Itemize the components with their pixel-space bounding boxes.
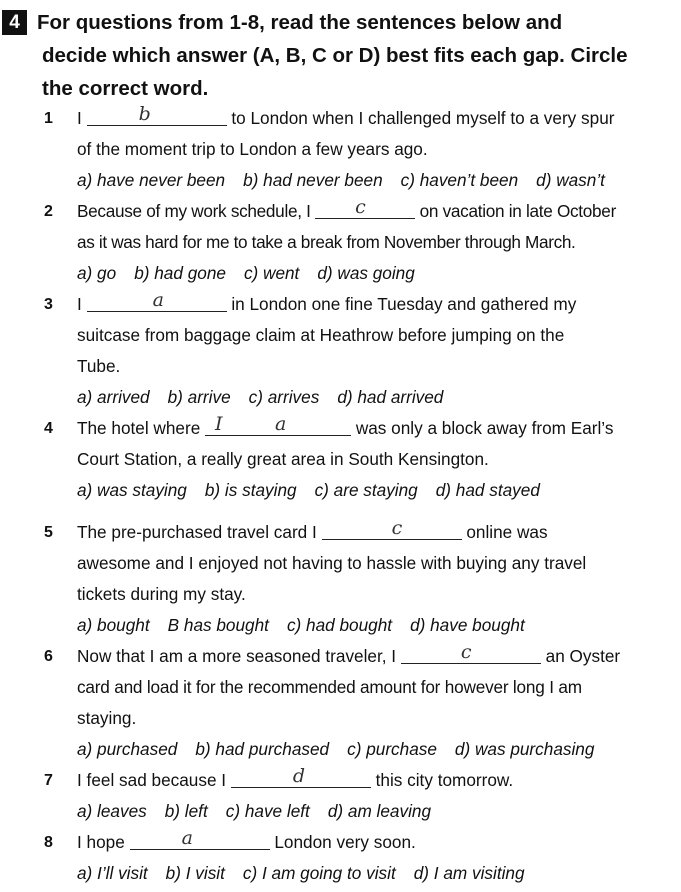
answer-blank[interactable] bbox=[87, 289, 227, 312]
answer-blank[interactable] bbox=[130, 827, 270, 850]
answer-blank[interactable] bbox=[401, 641, 541, 664]
exercise-instructions bbox=[2, 6, 678, 105]
question-line: Tube. bbox=[77, 356, 121, 376]
answer-options bbox=[77, 475, 540, 506]
option-b[interactable]: b) I visit bbox=[165, 863, 225, 883]
question-line: I b to London when I challenged myself to a very spur bbox=[77, 103, 615, 128]
question-line: card and load it for the recommended amount for however long I am bbox=[77, 677, 582, 697]
instructions-line: decide which answer (A, B, C or D) best fits each gap. Circle bbox=[42, 44, 628, 67]
option-a[interactable]: a) purchased bbox=[77, 739, 178, 759]
answer-blank[interactable] bbox=[205, 413, 351, 436]
handwritten-answer: a bbox=[181, 827, 193, 849]
option-d[interactable]: d) had arrived bbox=[337, 387, 444, 407]
option-d[interactable]: d) was purchasing bbox=[454, 739, 595, 759]
option-c[interactable]: c) purchase bbox=[347, 739, 437, 759]
option-c[interactable]: c) had bought bbox=[286, 615, 393, 635]
question-line: staying. bbox=[77, 708, 137, 728]
answer-options bbox=[77, 734, 594, 765]
option-a[interactable]: a) have never been bbox=[77, 170, 226, 190]
option-b[interactable]: b) arrive bbox=[167, 387, 231, 407]
question-number: 8 bbox=[44, 834, 53, 851]
question-line: suitcase from baggage claim at Heathrow before jumping on the bbox=[77, 325, 565, 345]
question-number: 2 bbox=[44, 203, 53, 220]
question-line: The pre-purchased travel card I c online was bbox=[77, 517, 548, 542]
option-b[interactable]: b) left bbox=[164, 801, 208, 821]
option-c[interactable]: c) I am going to visit bbox=[242, 863, 396, 883]
option-d[interactable]: d) am leaving bbox=[327, 801, 432, 821]
question-line: I a in London one fine Tuesday and gathered my bbox=[77, 289, 577, 314]
option-d[interactable]: d) had stayed bbox=[435, 480, 540, 500]
question-line: of the moment trip to London a few years ago. bbox=[77, 139, 428, 159]
answer-blank[interactable] bbox=[231, 765, 371, 788]
option-b[interactable]: b) had purchased bbox=[195, 739, 330, 759]
option-b[interactable]: b) had never been bbox=[243, 170, 383, 190]
question-number: 3 bbox=[44, 296, 53, 313]
option-a[interactable]: a) leaves bbox=[77, 801, 147, 821]
question-number: 4 bbox=[44, 420, 53, 437]
question-line: Now that I am a more seasoned traveler, I c an Oyster bbox=[77, 641, 621, 666]
answer-options bbox=[77, 610, 525, 641]
option-d[interactable]: d) I am visiting bbox=[413, 863, 525, 883]
answer-options bbox=[77, 165, 605, 196]
handwritten-answer: c bbox=[391, 517, 403, 539]
handwritten-answer: c bbox=[460, 641, 472, 663]
answer-options bbox=[77, 858, 525, 889]
question-line: Court Station, a really great area in South Kensington. bbox=[77, 449, 489, 469]
question-line: as it was hard for me to take a break from November through March. bbox=[77, 232, 576, 252]
answer-options bbox=[77, 258, 415, 289]
question-line: I hope a London very soon. bbox=[77, 827, 416, 852]
option-a[interactable]: a) bought bbox=[77, 615, 150, 635]
option-c[interactable]: c) haven’t been bbox=[400, 170, 519, 190]
answer-blank[interactable] bbox=[87, 103, 227, 126]
option-c[interactable]: c) went bbox=[243, 263, 300, 283]
handwritten-answer: d bbox=[292, 765, 306, 787]
answer-options bbox=[77, 796, 431, 827]
option-a[interactable]: a) I’ll visit bbox=[77, 863, 148, 883]
option-a[interactable]: a) arrived bbox=[77, 387, 150, 407]
question-line: I feel sad because I d this city tomorrow. bbox=[77, 765, 514, 790]
handwritten-answer: c bbox=[355, 196, 366, 218]
handwritten-answer-prefix: I bbox=[215, 413, 223, 435]
option-a[interactable]: a) was staying bbox=[77, 480, 187, 500]
question-line: Because of my work schedule, I c on vacation in late October bbox=[77, 196, 616, 221]
question-line: tickets during my stay. bbox=[77, 584, 246, 604]
option-d[interactable]: d) wasn’t bbox=[536, 170, 605, 190]
option-d[interactable]: d) have bought bbox=[410, 615, 525, 635]
option-b[interactable]: b) had gone bbox=[134, 263, 226, 283]
instructions-line: 4 For questions from 1-8, read the sentences below and bbox=[2, 6, 678, 39]
question-number: 6 bbox=[44, 648, 53, 665]
exercise-number-badge: 4 bbox=[2, 10, 27, 35]
handwritten-answer: b bbox=[138, 103, 151, 125]
option-c[interactable]: c) have left bbox=[225, 801, 310, 821]
question-number: 1 bbox=[44, 110, 53, 127]
option-a[interactable]: a) go bbox=[77, 263, 117, 283]
question-number: 5 bbox=[44, 524, 53, 541]
answer-options bbox=[77, 382, 443, 413]
handwritten-answer: a bbox=[152, 289, 164, 311]
question-number: 7 bbox=[44, 772, 53, 789]
option-c[interactable]: c) are staying bbox=[314, 480, 418, 500]
question-line: awesome and I enjoyed not having to hassle with buying any travel bbox=[77, 553, 587, 573]
option-b[interactable]: b) is staying bbox=[204, 480, 297, 500]
answer-blank[interactable] bbox=[315, 196, 415, 219]
instructions-line: the correct word. bbox=[42, 77, 209, 100]
option-b[interactable]: B has bought bbox=[167, 615, 269, 635]
option-d[interactable]: d) was going bbox=[317, 263, 415, 283]
question-line: The hotel where I a was only a block away from Earl’s bbox=[77, 413, 614, 438]
answer-blank[interactable] bbox=[322, 517, 462, 540]
option-c[interactable]: c) arrives bbox=[248, 387, 320, 407]
handwritten-answer: a bbox=[275, 413, 287, 435]
